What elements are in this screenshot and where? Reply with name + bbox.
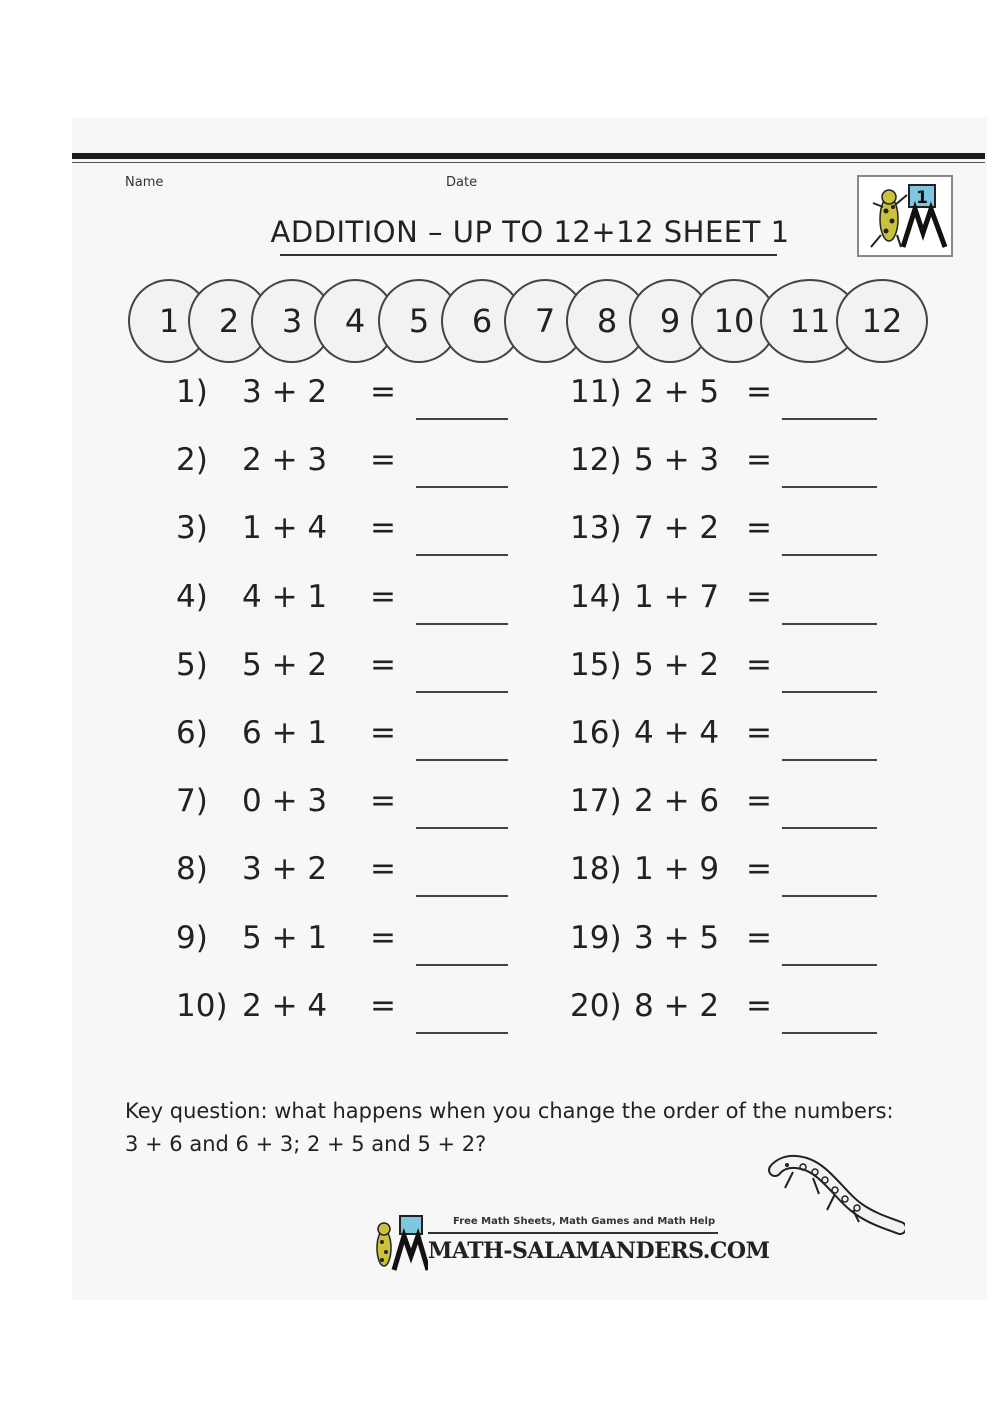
answer-blank[interactable] — [782, 895, 877, 897]
problem-expression: 5 + 3 — [634, 442, 720, 478]
problem-number: 7) — [176, 783, 208, 819]
problem-number: 15) — [570, 647, 622, 683]
problem-11 — [570, 374, 890, 424]
problem-number: 2) — [176, 442, 208, 478]
problem-16 — [570, 715, 890, 765]
answer-blank[interactable] — [416, 759, 508, 761]
equals-sign: = — [746, 647, 772, 683]
problem-15 — [570, 647, 890, 697]
answer-blank[interactable] — [782, 1032, 877, 1034]
equals-sign: = — [746, 988, 772, 1024]
salamander-logo-icon — [859, 177, 951, 255]
problem-18 — [570, 851, 890, 901]
date-label: Date — [446, 175, 478, 190]
answer-blank[interactable] — [416, 964, 508, 966]
answer-blank[interactable] — [782, 759, 877, 761]
problem-14 — [570, 579, 890, 629]
footer-logo — [368, 1212, 770, 1274]
problem-number: 6) — [176, 715, 208, 751]
problem-expression: 4 + 1 — [242, 579, 328, 615]
answer-blank[interactable] — [782, 827, 877, 829]
equals-sign: = — [746, 374, 772, 410]
header-rule-thin — [72, 162, 985, 163]
problem-number: 4) — [176, 579, 208, 615]
problem-3 — [176, 510, 516, 560]
equals-sign: = — [370, 374, 396, 410]
equals-sign: = — [370, 920, 396, 956]
number-line-circle: 3 — [251, 279, 333, 363]
problem-10 — [176, 988, 516, 1038]
equals-sign: = — [370, 579, 396, 615]
number-line — [128, 279, 933, 365]
answer-blank[interactable] — [416, 691, 508, 693]
problem-number: 10) — [176, 988, 228, 1024]
answer-blank[interactable] — [416, 554, 508, 556]
answer-blank[interactable] — [416, 1032, 508, 1034]
equals-sign: = — [746, 442, 772, 478]
problem-17 — [570, 783, 890, 833]
equals-sign: = — [746, 920, 772, 956]
problem-12 — [570, 442, 890, 492]
problem-number: 8) — [176, 851, 208, 887]
equals-sign: = — [370, 442, 396, 478]
equals-sign: = — [370, 851, 396, 887]
answer-blank[interactable] — [782, 964, 877, 966]
problem-number: 17) — [570, 783, 622, 819]
equals-sign: = — [746, 851, 772, 887]
name-label: Name — [125, 175, 164, 190]
number-line-circle: 8 — [566, 279, 648, 363]
problem-number: 20) — [570, 988, 622, 1024]
problem-expression: 2 + 3 — [242, 442, 328, 478]
number-line-circle: 2 — [188, 279, 270, 363]
worksheet-title: ADDITION – UP TO 12+12 SHEET 1 — [270, 215, 790, 249]
answer-blank[interactable] — [782, 623, 877, 625]
number-line-circle: 5 — [378, 279, 460, 363]
problem-1 — [176, 374, 516, 424]
problem-20 — [570, 988, 890, 1038]
problem-number: 12) — [570, 442, 622, 478]
problem-expression: 2 + 5 — [634, 374, 720, 410]
number-line-circle: 9 — [629, 279, 711, 363]
answer-blank[interactable] — [416, 418, 508, 420]
problem-9 — [176, 920, 516, 970]
number-line-circle: 10 — [691, 279, 777, 363]
problem-number: 9) — [176, 920, 208, 956]
problem-number: 14) — [570, 579, 622, 615]
problem-expression: 1 + 4 — [242, 510, 328, 546]
key-question-line-1: Key question: what happens when you change the order of the numbers: — [125, 1099, 894, 1123]
number-line-circle: 1 — [128, 279, 210, 363]
answer-blank[interactable] — [416, 623, 508, 625]
equals-sign: = — [746, 579, 772, 615]
header-rule — [72, 153, 985, 159]
logo-badge: 1 — [916, 188, 928, 208]
key-question-line-2: 3 + 6 and 6 + 3; 2 + 5 and 5 + 2? — [125, 1132, 487, 1156]
problem-expression: 0 + 3 — [242, 783, 328, 819]
answer-blank[interactable] — [416, 827, 508, 829]
problem-13 — [570, 510, 890, 560]
equals-sign: = — [370, 715, 396, 751]
problem-expression: 3 + 2 — [242, 374, 328, 410]
answer-blank[interactable] — [782, 554, 877, 556]
footer-tagline: Free Math Sheets, Math Games and Math Help — [453, 1216, 716, 1227]
equals-sign: = — [370, 783, 396, 819]
problem-6 — [176, 715, 516, 765]
salamander-logo — [857, 175, 953, 257]
number-line-circle: 11 — [760, 279, 860, 363]
problem-number: 16) — [570, 715, 622, 751]
number-line-circle: 6 — [441, 279, 523, 363]
footer-logo-icon — [368, 1212, 428, 1272]
equals-sign: = — [370, 647, 396, 683]
answer-blank[interactable] — [782, 418, 877, 420]
number-line-circle: 4 — [314, 279, 396, 363]
problem-number: 3) — [176, 510, 208, 546]
problem-expression: 2 + 6 — [634, 783, 720, 819]
answer-blank[interactable] — [416, 895, 508, 897]
salamander-icon — [765, 1150, 905, 1240]
problem-number: 5) — [176, 647, 208, 683]
answer-blank[interactable] — [782, 691, 877, 693]
answer-blank[interactable] — [782, 486, 877, 488]
problem-19 — [570, 920, 890, 970]
number-line-circle: 7 — [504, 279, 586, 363]
problem-8 — [176, 851, 516, 901]
problem-number: 18) — [570, 851, 622, 887]
number-line-circle: 12 — [836, 279, 928, 363]
salamander-illustration — [765, 1150, 905, 1240]
problem-number: 19) — [570, 920, 622, 956]
title-underline — [280, 254, 777, 256]
footer-rule — [428, 1232, 718, 1234]
equals-sign: = — [370, 510, 396, 546]
problem-expression: 1 + 9 — [634, 851, 720, 887]
problem-expression: 3 + 5 — [634, 920, 720, 956]
problem-expression: 1 + 7 — [634, 579, 720, 615]
problem-expression: 3 + 2 — [242, 851, 328, 887]
problem-number: 13) — [570, 510, 622, 546]
problem-number: 1) — [176, 374, 208, 410]
answer-blank[interactable] — [416, 486, 508, 488]
footer-brand: MATH-SALAMANDERS.COM — [428, 1238, 770, 1264]
problem-expression: 6 + 1 — [242, 715, 328, 751]
problem-expression: 5 + 1 — [242, 920, 328, 956]
equals-sign: = — [746, 783, 772, 819]
equals-sign: = — [746, 715, 772, 751]
problem-expression: 2 + 4 — [242, 988, 328, 1024]
problem-2 — [176, 442, 516, 492]
problem-expression: 4 + 4 — [634, 715, 720, 751]
problem-expression: 5 + 2 — [242, 647, 328, 683]
problem-expression: 7 + 2 — [634, 510, 720, 546]
problem-4 — [176, 579, 516, 629]
equals-sign: = — [370, 988, 396, 1024]
problem-5 — [176, 647, 516, 697]
problem-number: 11) — [570, 374, 622, 410]
equals-sign: = — [746, 510, 772, 546]
problem-expression: 5 + 2 — [634, 647, 720, 683]
problem-expression: 8 + 2 — [634, 988, 720, 1024]
problem-7 — [176, 783, 516, 833]
